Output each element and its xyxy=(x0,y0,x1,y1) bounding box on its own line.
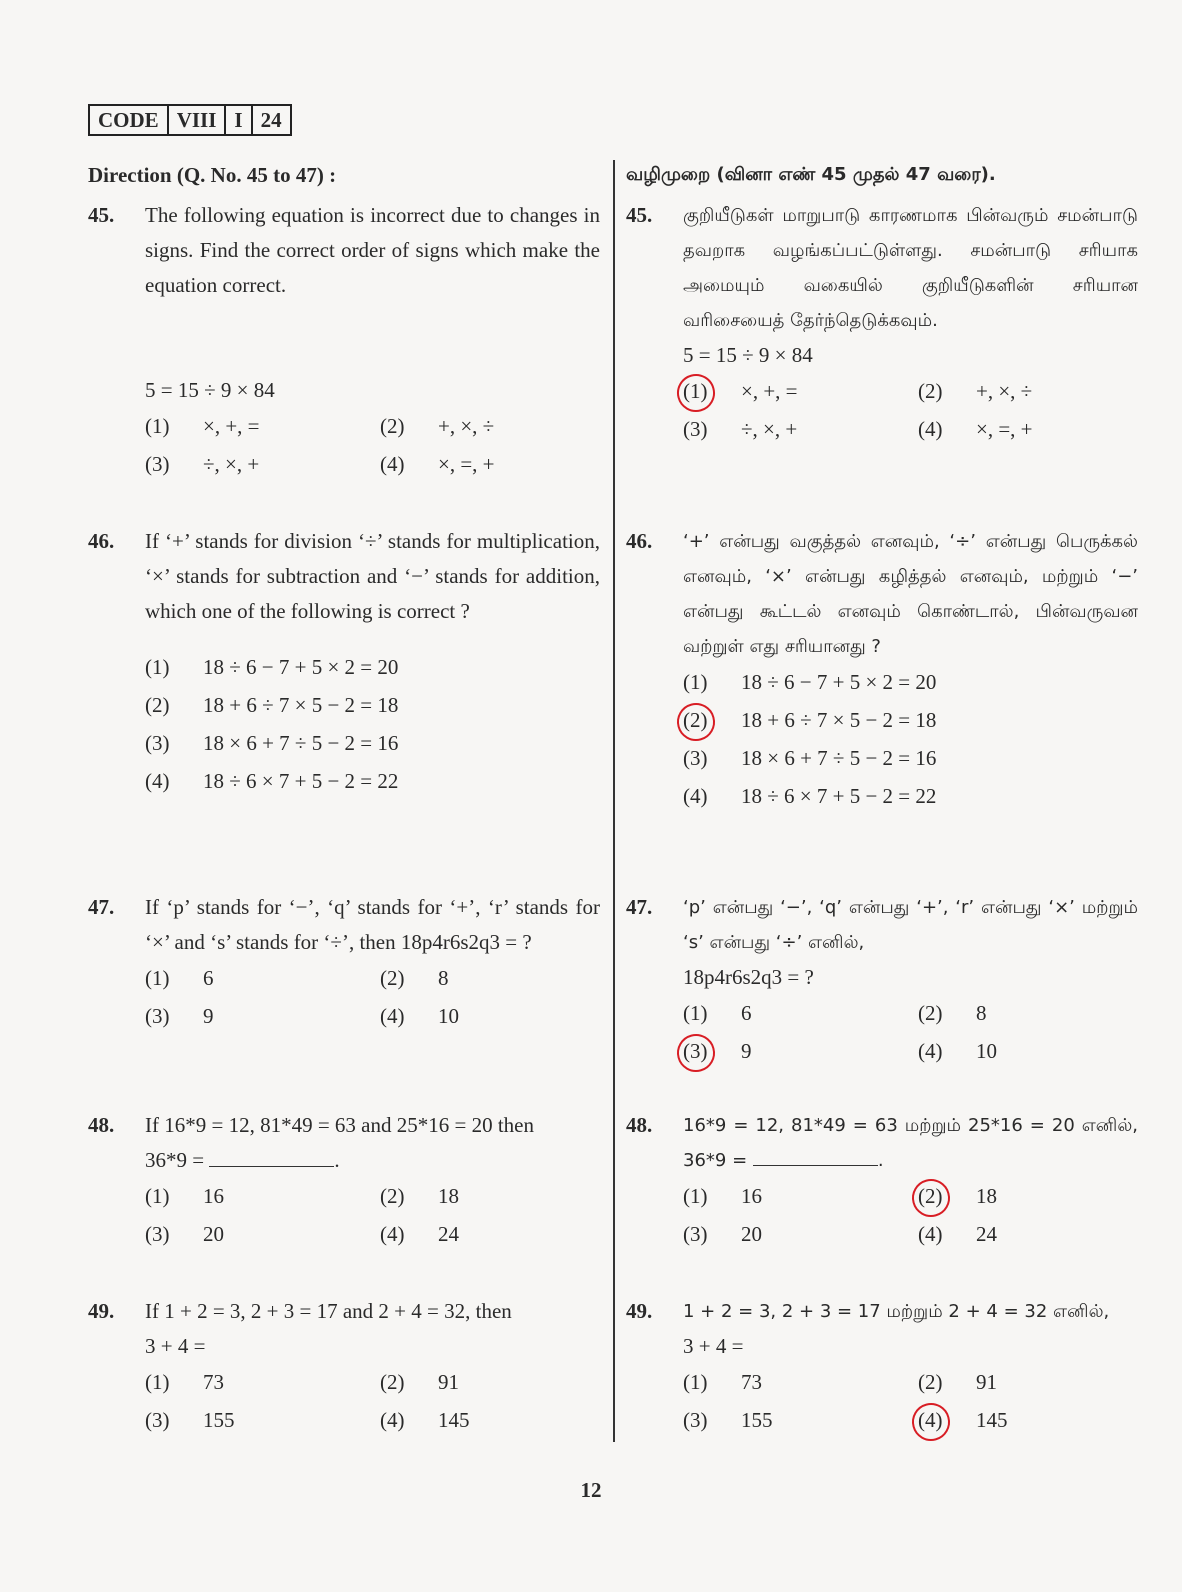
option-4[interactable]: (4) ×, =, + xyxy=(918,417,1033,441)
option-3[interactable]: (3) 20 xyxy=(145,1222,224,1246)
question-text: ‘p’ என்பது ‘−’, ‘q’ என்பது ‘+’, ‘r’ என்பது ‘×’ மற்றும் ‘s’ என்பது ‘÷’ எனில், xyxy=(683,897,1138,953)
equation: 18p4r6s2q3 = ? xyxy=(683,965,814,989)
question-number: 49. xyxy=(88,1299,115,1323)
options xyxy=(145,960,600,1034)
answer-blank xyxy=(753,1145,878,1166)
question-49 xyxy=(88,1294,600,1438)
question-46-tamil xyxy=(626,524,1138,814)
direction-heading: Direction (Q. No. 45 to 47) : xyxy=(88,163,337,187)
question-number: 49. xyxy=(626,1299,653,1323)
options xyxy=(145,649,600,799)
option-2[interactable]: (2) 8 xyxy=(380,966,449,990)
equation: 3 + 4 = xyxy=(683,1334,744,1358)
question-number: 47. xyxy=(626,895,653,919)
option-1[interactable]: (1) 6 xyxy=(145,966,214,990)
options xyxy=(145,408,600,482)
option-3[interactable]: (3) ÷, ×, + xyxy=(683,417,798,441)
question-number: 45. xyxy=(626,203,653,227)
option-4[interactable]: (4) 24 xyxy=(380,1222,459,1246)
question-number: 45. xyxy=(88,203,115,227)
equation-blank: 36*9 = . xyxy=(145,1148,340,1172)
question-number: 46. xyxy=(626,529,653,553)
option-1[interactable]: (1) 16 xyxy=(683,1184,762,1208)
page-number: 12 xyxy=(580,1478,602,1502)
question-number: 48. xyxy=(626,1113,653,1137)
english-column xyxy=(88,160,600,1432)
option-4[interactable]: (4) 10 xyxy=(918,1039,997,1063)
question-46 xyxy=(88,524,600,799)
question-49-tamil xyxy=(626,1294,1138,1438)
option-2-marked[interactable]: (2) 18 + 6 ÷ 7 × 5 − 2 = 18 xyxy=(683,702,1138,738)
question-47 xyxy=(88,890,600,1034)
question-text: ‘+’ என்பது வகுத்தல் எனவும், ‘÷’ என்பது பெருக்கல் எனவும், ‘×’ என்பது கழித்தல் எனவும், மற்றும் ‘−’ என்பது கூட்டல் எனவும் கொண்டால், பின்வருவன வற்றுள் எது சரியானது ? xyxy=(683,531,1138,657)
option-4[interactable]: (4) ×, =, + xyxy=(380,452,495,476)
equation: 3 + 4 = xyxy=(145,1334,206,1358)
question-text: 1 + 2 = 3, 2 + 3 = 17 மற்றும் 2 + 4 = 32 எனில், xyxy=(683,1301,1110,1322)
option-2[interactable]: (2) 8 xyxy=(918,1001,987,1025)
option-3-marked[interactable]: (3) 9 xyxy=(683,1033,918,1069)
option-3[interactable]: (3) 20 xyxy=(683,1222,762,1246)
code-set: I xyxy=(226,106,252,134)
code-label: CODE xyxy=(90,106,169,134)
question-text: If 16*9 = 12, 81*49 = 63 and 25*16 = 20 then xyxy=(145,1113,534,1137)
options xyxy=(683,373,1138,447)
question-48-tamil xyxy=(626,1108,1138,1252)
option-2[interactable]: (2) +, ×, ÷ xyxy=(380,414,495,438)
option-3[interactable]: (3) 18 × 6 + 7 ÷ 5 − 2 = 16 xyxy=(145,731,399,755)
option-1[interactable]: (1) 6 xyxy=(683,1001,752,1025)
question-text: The following equation is incorrect due to changes in signs. Find the correct order of signs which make the equation correct. xyxy=(145,203,600,297)
option-1[interactable]: (1) 16 xyxy=(145,1184,224,1208)
option-3[interactable]: (3) 155 xyxy=(683,1408,773,1432)
question-45 xyxy=(88,198,600,482)
options xyxy=(145,1364,600,1438)
question-47-tamil xyxy=(626,890,1138,1069)
option-4[interactable]: (4) 18 ÷ 6 × 7 + 5 − 2 = 22 xyxy=(145,769,399,793)
option-1[interactable]: (1) 18 ÷ 6 − 7 + 5 × 2 = 20 xyxy=(145,655,399,679)
direction-heading-tamil: வழிமுறை (வினா எண் 45 முதல் 47 வரை). xyxy=(626,164,996,185)
question-text: குறியீடுகள் மாறுபாடு காரணமாக பின்வரும் சமன்பாடு தவறாக வழங்கப்பட்டுள்ளது. சமன்பாடு சரியாக அமையும் வகையில் குறியீடுகளின் சரியான வரிசையைத் தேர்ந்தெடுக்கவும். xyxy=(683,205,1138,331)
options xyxy=(683,664,1138,814)
question-45-tamil xyxy=(626,198,1138,447)
option-2[interactable]: (2) 18 + 6 ÷ 7 × 5 − 2 = 18 xyxy=(145,693,399,717)
option-2-marked[interactable]: (2) 18 xyxy=(918,1178,1153,1214)
option-4-marked[interactable]: (4) 145 xyxy=(918,1402,1153,1438)
option-2[interactable]: (2) 18 xyxy=(380,1184,459,1208)
question-text: If ‘p’ stands for ‘−’, ‘q’ stands for ‘+’, ‘r’ stands for ‘×’ and ‘s’ stands for ‘÷’, then 18p4r6s2q3 = ? xyxy=(145,895,600,954)
question-text: 16*9 = 12, 81*49 = 63 மற்றும் 25*16 = 20 எனில், 36*9 = . xyxy=(683,1115,1138,1171)
answer-blank xyxy=(209,1146,334,1167)
question-number: 47. xyxy=(88,895,115,919)
option-3[interactable]: (3) 155 xyxy=(145,1408,235,1432)
option-2[interactable]: (2) +, ×, ÷ xyxy=(918,379,1033,403)
option-4[interactable]: (4) 24 xyxy=(918,1222,997,1246)
question-number: 46. xyxy=(88,529,115,553)
option-1[interactable]: (1) 73 xyxy=(683,1370,762,1394)
option-1[interactable]: (1) 73 xyxy=(145,1370,224,1394)
option-4[interactable]: (4) 18 ÷ 6 × 7 + 5 − 2 = 22 xyxy=(683,784,937,808)
option-4[interactable]: (4) 145 xyxy=(380,1408,470,1432)
question-text: If 1 + 2 = 3, 2 + 3 = 17 and 2 + 4 = 32, then xyxy=(145,1299,512,1323)
equation: 5 = 15 ÷ 9 × 84 xyxy=(145,378,275,402)
option-3[interactable]: (3) 9 xyxy=(145,1004,214,1028)
option-3[interactable]: (3) ÷, ×, + xyxy=(145,452,260,476)
code-box xyxy=(88,104,292,136)
question-number: 48. xyxy=(88,1113,115,1137)
options xyxy=(683,1178,1138,1252)
option-4[interactable]: (4) 10 xyxy=(380,1004,459,1028)
options xyxy=(145,1178,600,1252)
options xyxy=(683,995,1138,1069)
option-1[interactable]: (1) ×, +, = xyxy=(145,414,260,438)
option-1[interactable]: (1) 18 ÷ 6 − 7 + 5 × 2 = 20 xyxy=(683,670,937,694)
code-number: 24 xyxy=(260,108,282,132)
option-3[interactable]: (3) 18 × 6 + 7 ÷ 5 − 2 = 16 xyxy=(683,746,937,770)
question-text: If ‘+’ stands for division ‘÷’ stands for multiplication, ‘×’ stands for subtraction and ‘−’ stands for addition, which one of the following is correct ? xyxy=(145,529,600,623)
question-48 xyxy=(88,1108,600,1252)
option-2[interactable]: (2) 91 xyxy=(380,1370,459,1394)
option-1-marked[interactable]: (1) ×, +, = xyxy=(683,373,918,409)
code-series: VIII xyxy=(169,106,227,134)
option-2[interactable]: (2) 91 xyxy=(918,1370,997,1394)
tamil-column xyxy=(626,160,1138,1432)
equation: 5 = 15 ÷ 9 × 84 xyxy=(683,343,813,367)
options xyxy=(683,1364,1138,1438)
